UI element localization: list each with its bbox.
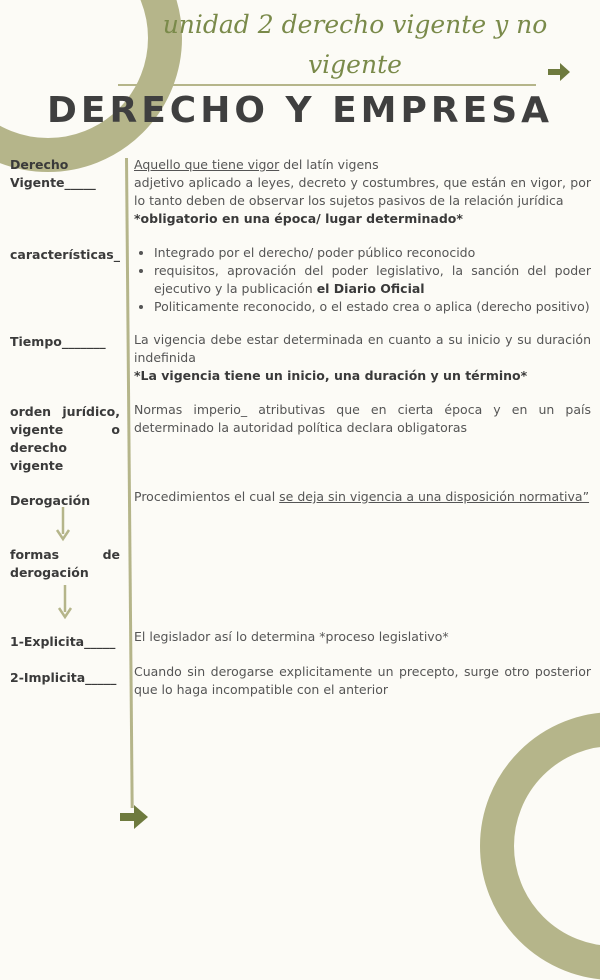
characteristics-list — [134, 244, 591, 316]
content-implicita: Cuando sin derogarse explicitamente un precepto, surge otro posterior que lo haga incompatible con el anterior — [134, 664, 591, 697]
lead-underlined: Aquello que tiene vigor — [134, 157, 280, 172]
definition-bold: *obligatorio en una época/ lugar determinado* — [134, 211, 463, 226]
content-orden-juridico: Normas imperio_ atributivas que en cierta época y en un país determinado la autoridad política declara obligatoras — [134, 402, 591, 435]
handwritten-subtitle-line1: unidad 2 derecho vigente y no — [162, 10, 548, 39]
content-caracteristicas — [134, 244, 591, 316]
arrow-down-icon — [55, 506, 71, 542]
lead-rest: del latín vigens — [279, 157, 379, 172]
label-caracteristicas: características_ — [10, 247, 120, 262]
label-formas-derogacion: formas de derogación — [10, 547, 120, 580]
header-rule — [118, 84, 536, 86]
content-derogacion: Procedimientos el cual se deja sin vigencia a una disposición normativa” — [134, 489, 590, 504]
list-item: • Politicamente reconocido, o el estado crea o aplica (derecho positivo) — [154, 298, 591, 316]
content-explicita: El legislador así lo determina *proceso legislativo* — [134, 629, 449, 644]
arrow-down-icon — [57, 584, 73, 620]
label-explicita: 1-Explicita_____ — [10, 634, 116, 649]
content-derecho-vigente — [134, 156, 591, 228]
list-item: • Integrado por el derecho/ poder público reconocido — [154, 244, 591, 262]
content-tiempo: La vigencia debe estar determinada en cuanto a su inicio y su duración indefinida *La vigencia tiene un inicio, una duración y un término* — [134, 332, 591, 383]
label-derecho-vigente: Derecho Vigente_____ — [10, 157, 96, 190]
arrow-right-icon — [118, 802, 150, 832]
definition-text: adjetivo aplicado a leyes, decreto y costumbres, que están en vigor, por lo tanto deben de observar los sujetos pasivos de la relación jurídica — [134, 175, 591, 208]
label-derogacion: Derogación — [10, 493, 91, 508]
label-tiempo: Tiempo_______ — [10, 334, 106, 349]
decorative-arc-bottom-right — [480, 712, 600, 980]
label-implicita: 2-Implicita_____ — [10, 670, 117, 685]
page-title: DERECHO Y EMPRESA — [47, 90, 553, 131]
list-item: • requisitos, aprovación del poder legislativo, la sanción del poder ejecutivo y la publicación el Diario Oficial — [154, 262, 591, 298]
handwritten-subtitle-line2: vigente — [308, 50, 402, 79]
timeline-line — [125, 158, 134, 808]
arrow-right-icon — [546, 60, 572, 84]
label-orden-juridico: orden jurídico, vigente o derecho vigente — [10, 404, 120, 473]
